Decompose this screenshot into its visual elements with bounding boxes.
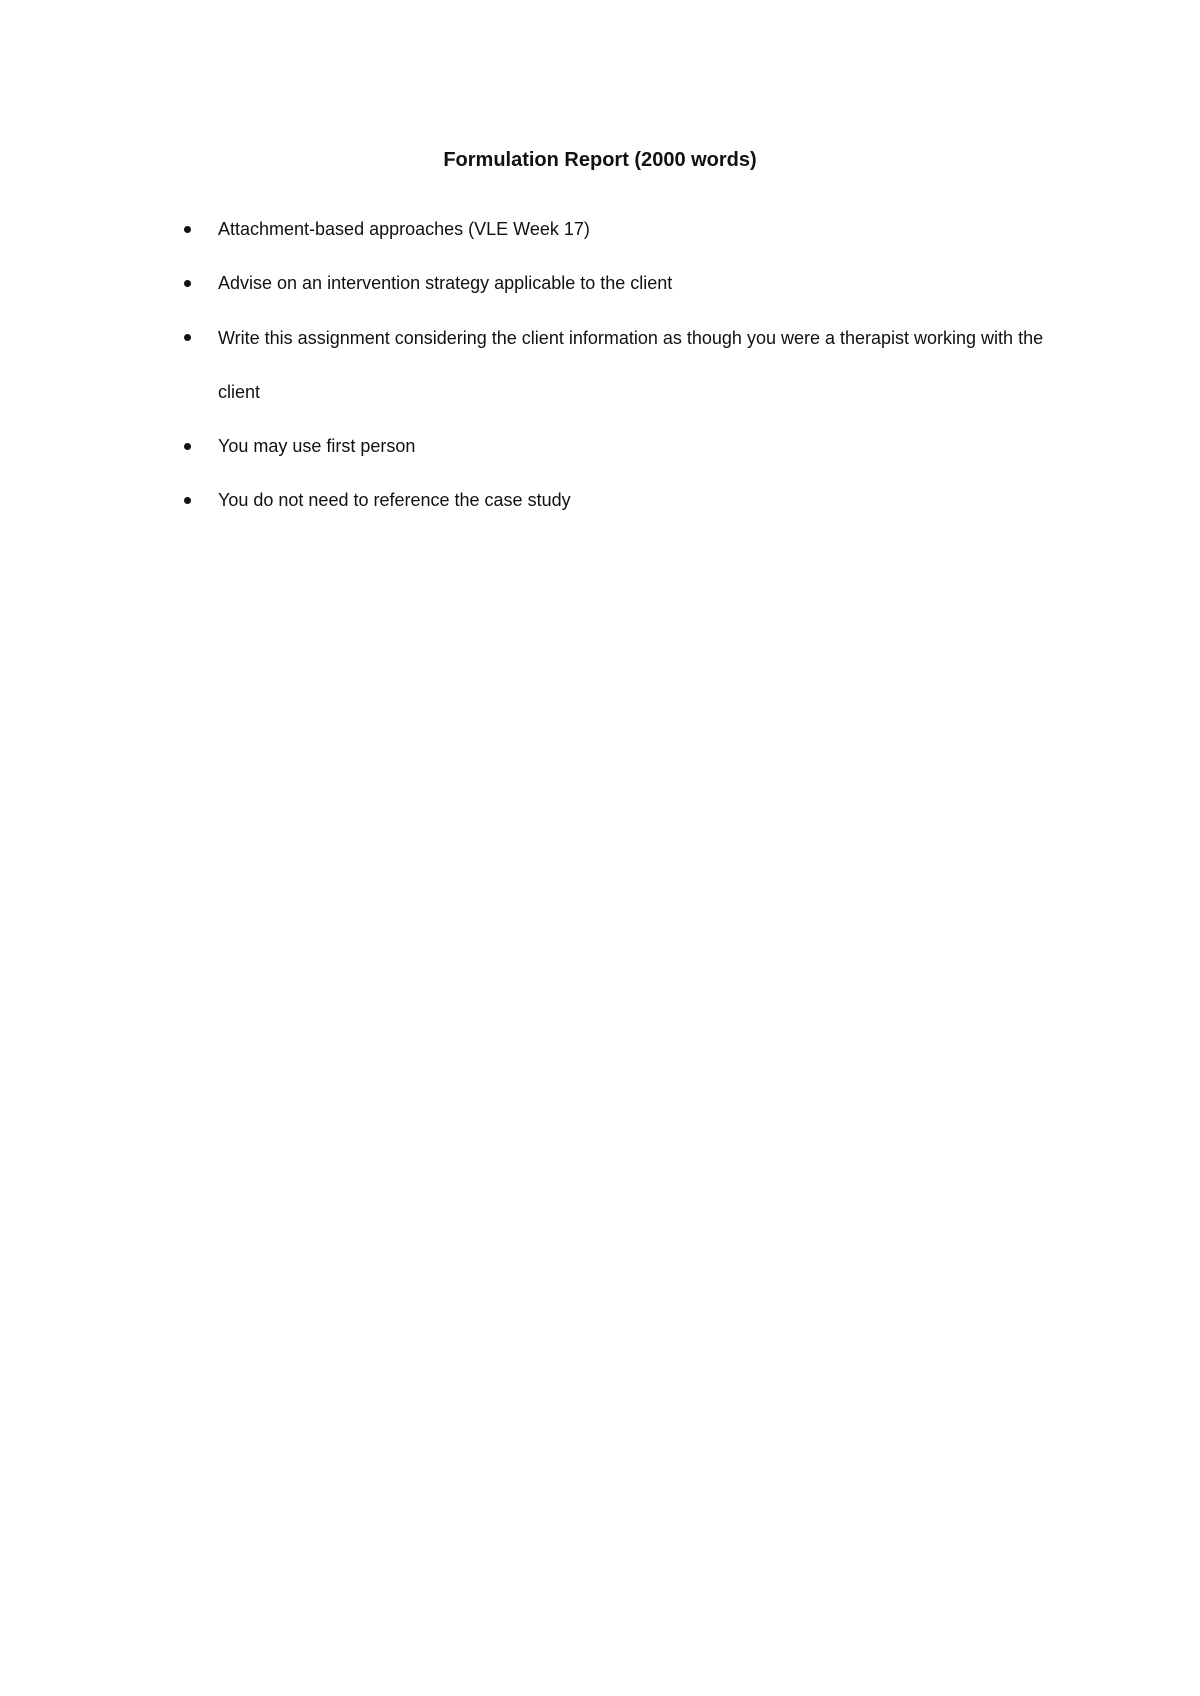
list-item	[184, 270, 1044, 297]
list-item-text: You may use first person	[218, 436, 416, 456]
list-item-text: Advise on an intervention strategy applicable to the client	[218, 273, 673, 293]
bullet-icon	[184, 226, 191, 233]
bullet-icon	[184, 334, 191, 341]
list-item	[184, 487, 1044, 514]
list-item-text: You do not need to reference the case study	[218, 490, 571, 510]
list-item	[184, 433, 1044, 460]
list-item	[184, 311, 1044, 419]
bullet-icon	[184, 280, 191, 287]
list-item	[184, 216, 1044, 243]
list-item-text: Attachment-based approaches (VLE Week 17)	[218, 219, 590, 239]
bullet-icon	[184, 497, 191, 504]
list-item-text: Write this assignment considering the client information as though you were a therapist working with the client	[218, 328, 1044, 402]
document-title: Formulation Report (2000 words)	[443, 149, 757, 171]
bullet-list	[184, 216, 1044, 541]
bullet-icon	[184, 443, 191, 450]
